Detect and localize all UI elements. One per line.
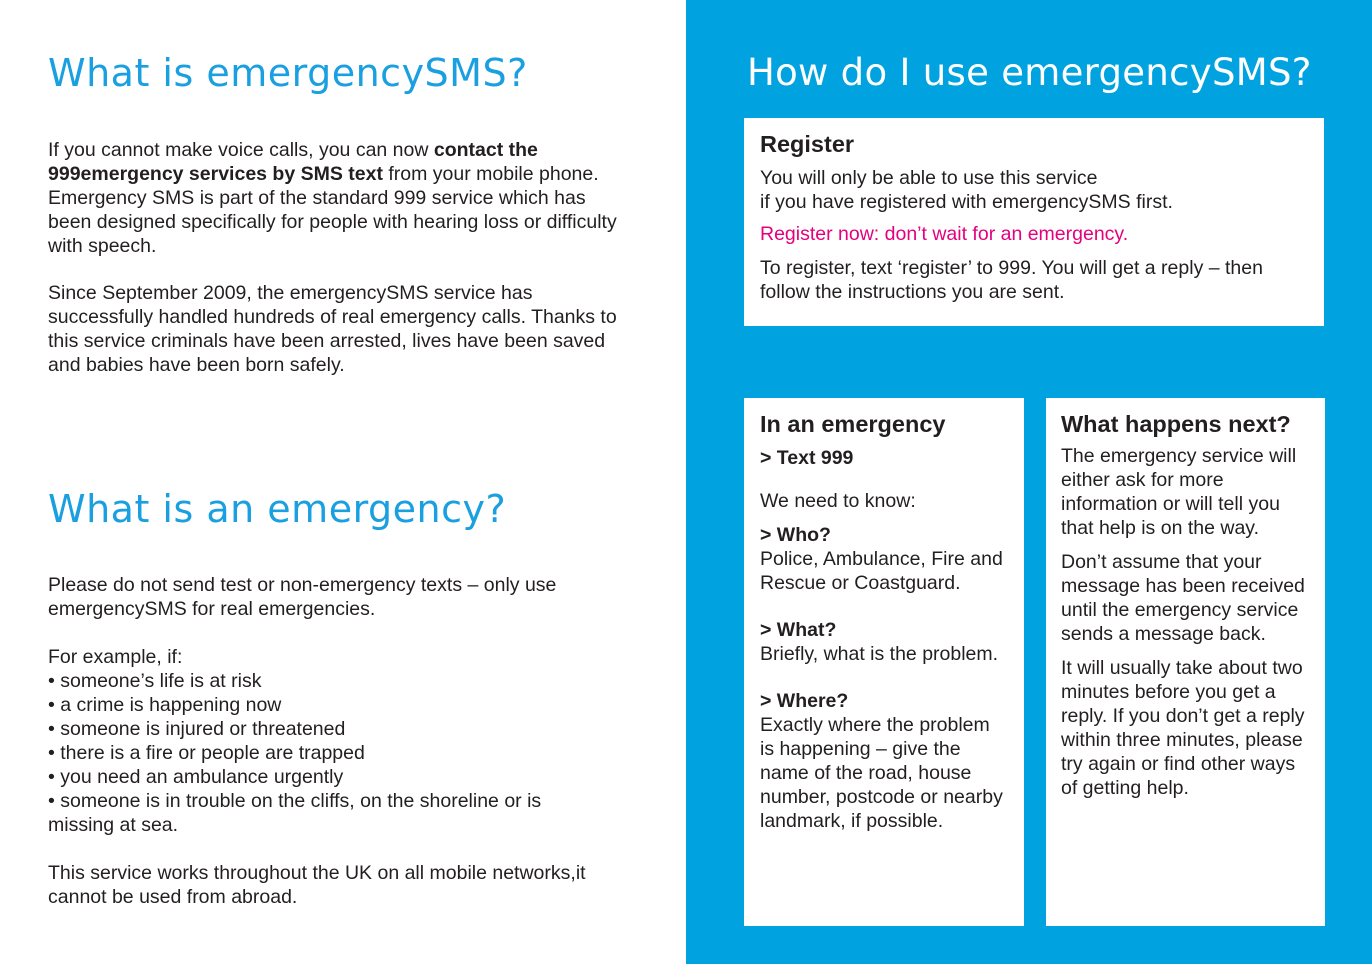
who-label: > Who? (760, 524, 831, 546)
register-box (744, 118, 1324, 326)
examples-block (48, 645, 588, 837)
what-label: > What? (760, 619, 837, 641)
examples-intro: For example, if: (48, 646, 183, 668)
intro-text-start: If you cannot make voice calls, you can now (48, 139, 434, 161)
next-title: What happens next? (1061, 411, 1291, 437)
right-page (686, 0, 1372, 964)
list-item: • you need an ambulance urgently (48, 766, 344, 788)
heading-how-do-i-use: How do I use emergencySMS? (747, 51, 1312, 94)
register-instructions: To register, text ‘register’ to 999. You will get a reply – then follow the instructions you are sent. (760, 257, 1263, 303)
list-item: • someone’s life is at risk (48, 670, 262, 692)
warning-paragraph: Please do not send test or non-emergency texts – only use emergencySMS for real emergencies. (48, 574, 557, 620)
since-paragraph: Since September 2009, the emergencySMS service has successfully handled hundreds of real emergency calls. Thanks to this service criminals have been arrested, lives have been saved and babies have been born safely. (48, 282, 617, 376)
examples-list (48, 669, 588, 837)
register-line-2: if you have registered with emergencySMS first. (760, 191, 1173, 213)
coverage-paragraph: This service works throughout the UK on all mobile networks,it cannot be used from abroad. (48, 862, 586, 908)
list-item: • there is a fire or people are trapped (48, 742, 365, 764)
register-line-1: You will only be able to use this service (760, 167, 1098, 189)
emergency-title: In an emergency (760, 411, 946, 437)
text-999-label: > Text 999 (760, 447, 854, 469)
need-to-know-text: We need to know: (760, 490, 916, 512)
in-an-emergency-box (744, 398, 1024, 926)
list-item: • a crime is happening now (48, 694, 282, 716)
where-label: > Where? (760, 690, 849, 712)
where-text: Exactly where the problem is happening – give the name of the road, house number, postcode or nearby landmark, if possible. (760, 714, 1003, 832)
next-paragraph-2: Don’t assume that your message has been received until the emergency service sends a message back. (1061, 551, 1305, 645)
register-title: Register (760, 131, 855, 157)
next-paragraph-1: The emergency service will either ask for more information or will tell you that help is on the way. (1061, 445, 1297, 539)
heading-what-is-an-emergency: What is an emergency? (48, 487, 507, 531)
what-happens-next-box (1046, 398, 1325, 926)
who-text: Police, Ambulance, Fire and Rescue or Coastguard. (760, 548, 1003, 594)
intro-text-end: from your mobile phone. Emergency SMS is part of the standard 999 service which has been designed specifically for people with hearing loss or difficulty with speech. (48, 163, 617, 257)
list-item: • someone is in trouble on the cliffs, on the shoreline or is missing at sea. (48, 790, 542, 836)
what-text: Briefly, what is the problem. (760, 643, 999, 665)
intro-bold-text: contact the 999emergency services by SMS text (48, 139, 538, 185)
register-now-notice: Register now: don’t wait for an emergency. (760, 223, 1129, 245)
intro-paragraph (48, 138, 618, 258)
list-item: • someone is injured or threatened (48, 718, 346, 740)
heading-what-is-emergencysms: What is emergencySMS? (48, 51, 528, 95)
next-paragraph-3: It will usually take about two minutes before you get a reply. If you don’t get a reply within three minutes, please try again or find other ways of getting help. (1061, 657, 1305, 799)
